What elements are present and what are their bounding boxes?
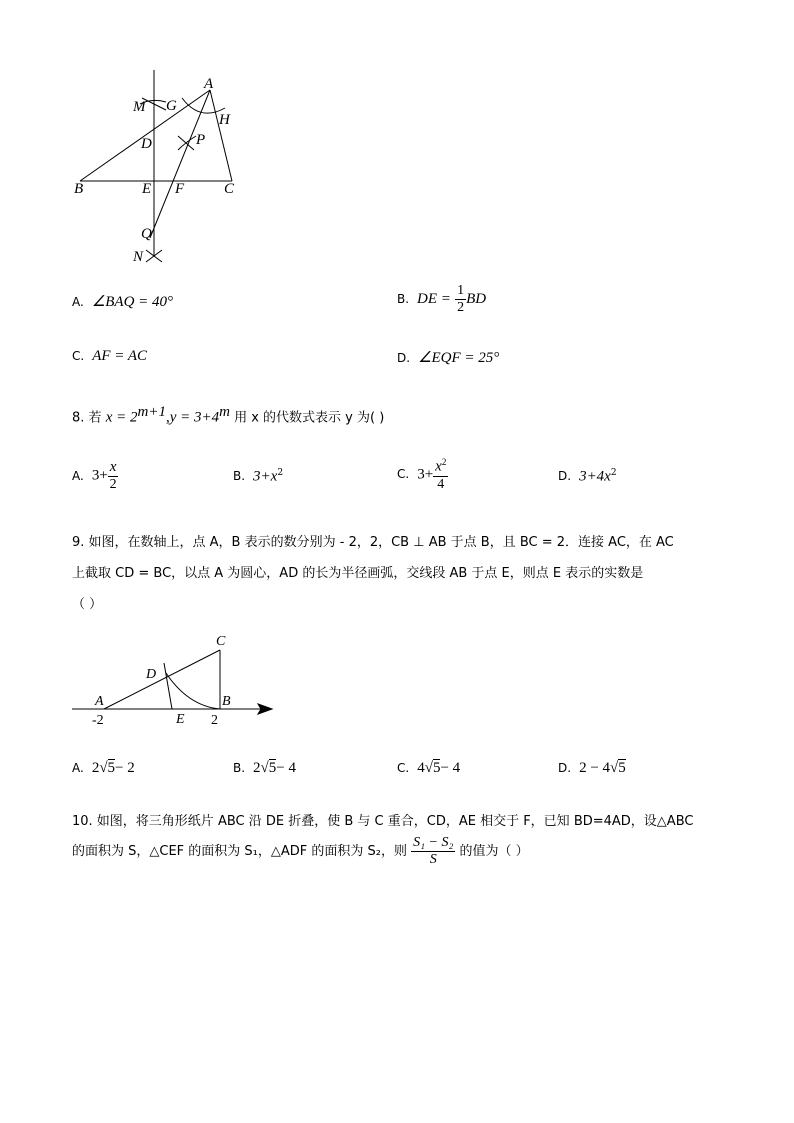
fraction-numerator: 1 bbox=[457, 283, 465, 298]
label-n: N bbox=[133, 249, 144, 265]
q10-stem-line1: 10. 如图，将三角形纸片 ABC 沿 DE 折叠，使 B 与 C 重合，CD，AE 相交于 F，已知 BD=4AD，设△ABC bbox=[72, 814, 694, 829]
stem-text-2: 用 x 的代数式表示 y 为( ) bbox=[234, 410, 385, 426]
q9-option-c bbox=[397, 760, 460, 777]
option-label: B. bbox=[397, 292, 410, 306]
label-b: B bbox=[222, 694, 231, 709]
label-d: D bbox=[141, 136, 152, 152]
fraction-denominator: S bbox=[429, 852, 437, 867]
label-q: Q bbox=[141, 226, 152, 242]
sqrt-icon: √ bbox=[424, 760, 433, 776]
option-exponent: 2 bbox=[277, 468, 284, 478]
q8-option-d bbox=[558, 468, 617, 485]
q8-option-a bbox=[72, 460, 118, 492]
q8-option-c bbox=[397, 458, 448, 492]
number-line-figure bbox=[60, 628, 290, 728]
label-m: M bbox=[133, 99, 146, 115]
fraction-denominator: 4 bbox=[437, 476, 445, 492]
sqrt-icon: √ bbox=[260, 760, 269, 776]
q7-option-b bbox=[397, 284, 486, 315]
q9-option-d bbox=[558, 760, 626, 777]
expr-x-exponent: m+1 bbox=[137, 404, 166, 420]
option-label: B. bbox=[233, 469, 246, 484]
expr-y-exponent: m bbox=[219, 404, 230, 420]
sqrt-icon: √ bbox=[610, 760, 619, 776]
fraction bbox=[411, 836, 455, 867]
fraction-denominator: 2 bbox=[457, 300, 465, 315]
fraction-numerator bbox=[433, 458, 448, 477]
q8-option-b bbox=[233, 468, 283, 485]
arc-cd bbox=[166, 673, 220, 709]
option-rest: − 4 bbox=[276, 760, 296, 776]
option-radicand: 5 bbox=[618, 760, 626, 776]
side-ac bbox=[210, 90, 232, 181]
label-g: G bbox=[166, 98, 177, 114]
expr-x: x = 2 bbox=[105, 409, 138, 426]
option-label: B. bbox=[233, 761, 246, 775]
question-number: 8. bbox=[72, 410, 85, 426]
q9-stem-line2: 上截取 CD = BC，以点 A 为圆心，AD 的长为半径画弧，交线段 AB 于点 E，则点 E 表示的实数是 bbox=[72, 566, 644, 581]
label-e: E bbox=[142, 181, 152, 197]
q9-option-a bbox=[72, 760, 135, 777]
q9-stem-line3: （ ） bbox=[72, 597, 103, 612]
fraction-numerator: S₁ − S₂ bbox=[413, 835, 454, 850]
option-text: ∠EQF = 25° bbox=[418, 350, 500, 366]
option-text: 3+x bbox=[253, 468, 278, 485]
option-label: D. bbox=[558, 761, 572, 775]
stem-text: 若 bbox=[88, 410, 102, 426]
fraction bbox=[433, 458, 448, 492]
option-radicand: 5 bbox=[432, 760, 441, 776]
fraction bbox=[108, 460, 119, 492]
q9-stem-line1: 9. 如图，在数轴上，点 A，B 表示的数分别为 - 2，2，CB ⊥ AB 于点 B，且 BC = 2．连接 AC，在 AC bbox=[72, 535, 674, 550]
segment-ac bbox=[104, 650, 220, 709]
expr-y: y = 3+4 bbox=[169, 409, 220, 426]
option-label: D. bbox=[558, 469, 572, 484]
label-e: E bbox=[176, 712, 185, 727]
label-f: F bbox=[175, 181, 185, 197]
fraction-numerator: x bbox=[109, 459, 117, 475]
option-coef: 2 bbox=[91, 760, 100, 776]
sqrt-icon: √ bbox=[99, 760, 108, 776]
option-label: A. bbox=[72, 761, 84, 775]
option-text: ∠BAQ = 40° bbox=[91, 294, 174, 310]
q7-option-c bbox=[72, 348, 147, 365]
option-radicand: 5 bbox=[268, 760, 277, 776]
label-a: A bbox=[95, 694, 104, 709]
stem-text-2: 的值为（ ） bbox=[459, 844, 529, 859]
option-rest: − 2 bbox=[115, 760, 135, 776]
q8-stem bbox=[72, 404, 384, 426]
label-p: P bbox=[196, 132, 206, 148]
option-text-right: BD bbox=[466, 291, 487, 307]
label-h: H bbox=[219, 112, 230, 128]
option-label: C. bbox=[72, 349, 85, 363]
option-text: 3+ bbox=[91, 467, 108, 484]
option-pre: 2 − 4 bbox=[579, 760, 611, 776]
option-label: C. bbox=[397, 761, 410, 775]
q7-option-a bbox=[72, 292, 173, 311]
option-label: D. bbox=[397, 351, 411, 365]
label-a: A bbox=[204, 76, 214, 92]
option-coef: 4 bbox=[417, 760, 425, 776]
option-label: C. bbox=[397, 467, 410, 482]
tick-2: 2 bbox=[211, 713, 218, 728]
label-c: C bbox=[224, 181, 235, 197]
tick-minus-2: -2 bbox=[92, 713, 104, 728]
q10-stem-line2 bbox=[72, 836, 529, 867]
label-c: C bbox=[216, 634, 226, 649]
option-exponent: 2 bbox=[610, 468, 617, 478]
stem-text: 的面积为 S，△CEF 的面积为 S₁，△ADF 的面积为 S₂，则 bbox=[72, 844, 407, 859]
option-text-left: DE = bbox=[417, 291, 451, 307]
option-coef: 2 bbox=[253, 760, 261, 776]
option-rest: − 4 bbox=[440, 760, 461, 776]
option-text: 3+ bbox=[417, 466, 434, 483]
q9-option-b bbox=[233, 760, 296, 777]
option-text: 3+4x bbox=[579, 468, 611, 485]
q7-option-d bbox=[397, 348, 499, 367]
label-d: D bbox=[146, 667, 157, 682]
arc-de bbox=[164, 663, 172, 709]
option-label: A. bbox=[72, 295, 84, 309]
numerator-var: x bbox=[435, 458, 442, 475]
numerator-exponent: 2 bbox=[441, 457, 447, 467]
option-label: A. bbox=[72, 468, 84, 483]
option-text: AF = AC bbox=[92, 348, 148, 364]
option-radicand: 5 bbox=[107, 760, 116, 776]
triangle-construction-figure bbox=[0, 0, 794, 280]
fraction-denominator: 2 bbox=[109, 477, 117, 492]
label-b: B bbox=[74, 181, 84, 197]
fraction bbox=[455, 284, 466, 315]
expr-separator: , bbox=[165, 409, 170, 426]
